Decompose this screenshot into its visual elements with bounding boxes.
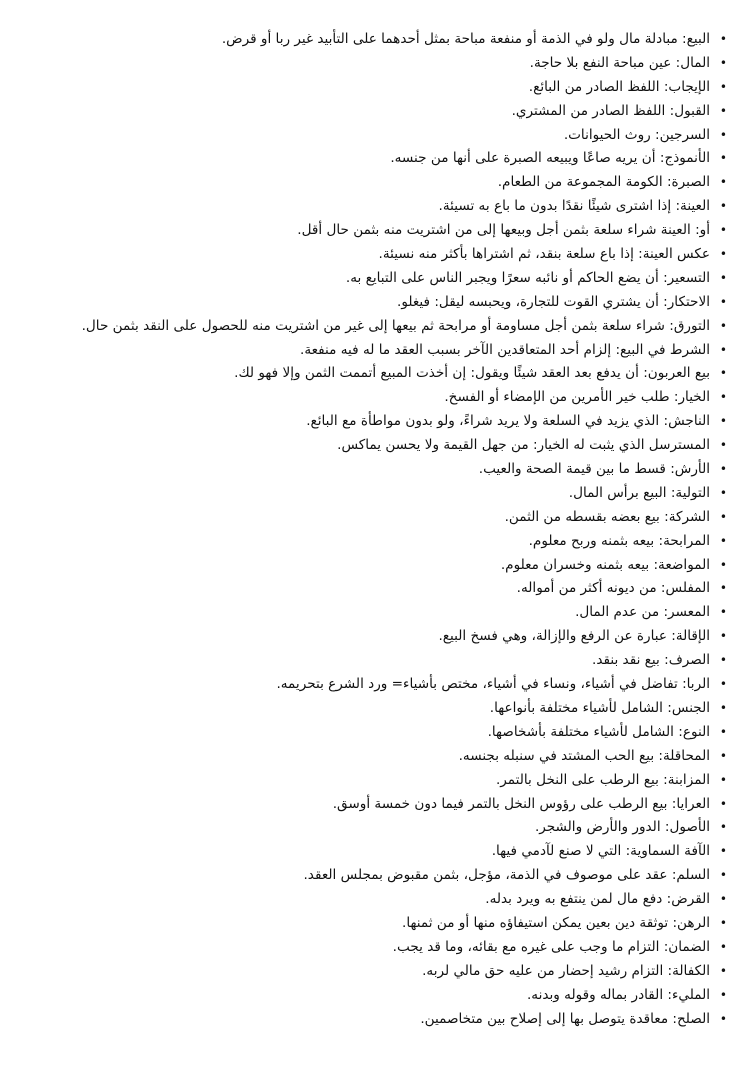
definition-text: الخيار: طلب خير الأمرين من الإمضاء أو الفسخ. <box>444 389 710 406</box>
definition-item <box>14 936 727 960</box>
definition-item <box>14 386 727 410</box>
bullet-icon: • <box>719 414 727 429</box>
definition-item <box>14 434 727 458</box>
definition-text: المليء: القادر بماله وقوله وبدنه. <box>526 986 710 1003</box>
definition-text: المعسر: من عدم المال. <box>575 604 710 621</box>
definition-item <box>14 195 727 219</box>
definition-item <box>14 912 727 936</box>
definition-item <box>14 291 727 315</box>
definition-text: الإقالة: عبارة عن الرفع والإزالة، وهي فسخ البيع. <box>438 628 710 645</box>
bullet-icon: • <box>719 223 727 238</box>
bullet-icon: • <box>719 963 727 978</box>
bullet-icon: • <box>719 677 727 692</box>
definition-item <box>14 315 727 339</box>
bullet-icon: • <box>719 175 727 190</box>
definition-item <box>14 219 727 243</box>
definition-text: البيع: مبادلة مال ولو في الذمة أو منفعة مباحة بمثل أحدهما على التأبيد غير ربا أو قرض. <box>221 31 710 47</box>
bullet-icon: • <box>719 629 727 644</box>
definition-item <box>14 243 727 267</box>
bullet-icon: • <box>719 533 727 548</box>
definition-text: الإيجاب: اللفظ الصادر من البائع. <box>528 78 710 95</box>
definition-item <box>14 124 727 148</box>
bullet-icon: • <box>719 820 727 835</box>
bullet-icon: • <box>719 700 727 715</box>
bullet-icon: • <box>719 557 727 572</box>
bullet-icon: • <box>719 79 727 94</box>
definition-text: الجنس: الشامل لأشياء مختلفة بأنواعها. <box>489 699 710 716</box>
definition-item <box>14 171 727 195</box>
definition-item <box>14 506 727 530</box>
definition-text: التسعير: أن يضع الحاكم أو نائبه سعرًا ويجبر الناس على التبايع به. <box>345 269 710 286</box>
definition-text: الربا: تفاضل في أشياء، ونساء في أشياء، مختص بأشياء= ورد الشرع بتحريمه. <box>276 676 710 693</box>
definition-item <box>14 577 727 601</box>
definition-text: المحاقلة: بيع الحب المشتد في سنبله بجنسه. <box>458 747 710 764</box>
definition-item <box>14 458 727 482</box>
definition-item <box>14 864 727 888</box>
definition-item <box>14 554 727 578</box>
bullet-icon: • <box>719 605 727 620</box>
bullet-icon: • <box>719 270 727 285</box>
definition-text: عكس العينة: إذا باع سلعة بنقد، ثم اشتراها بأكثر منه نسيئة. <box>378 246 710 263</box>
definitions-list <box>0 28 750 1031</box>
bullet-icon: • <box>719 509 727 524</box>
definition-text: التولية: البيع برأس المال. <box>568 484 710 501</box>
definition-item <box>14 625 727 649</box>
definition-text: المزابنة: بيع الرطب على النخل بالتمر. <box>495 771 710 788</box>
bullet-icon: • <box>719 939 727 954</box>
definition-item <box>14 1008 727 1032</box>
definition-item <box>14 745 727 769</box>
definition-item <box>14 28 727 52</box>
definition-text: الرهن: توثقة دين بعين يمكن استيفاؤه منها أو من ثمنها. <box>402 914 710 931</box>
bullet-icon: • <box>719 342 727 357</box>
bullet-icon: • <box>719 892 727 907</box>
definition-text: العينة: إذا اشترى شيئًا نقدًا بدون ما باع به تسيئة. <box>438 198 710 215</box>
definition-item <box>14 52 727 76</box>
bullet-icon: • <box>719 915 727 930</box>
definition-text: المفلس: من ديونه أكثر من أمواله. <box>516 580 710 597</box>
definition-item <box>14 649 727 673</box>
definition-text: القبول: اللفظ الصادر من المشتري. <box>511 102 710 119</box>
definition-text: الناجش: الذي يزيد في السلعة ولا يريد شراءً، ولو بدون مواطأة مع البائع. <box>306 413 710 430</box>
bullet-icon: • <box>719 366 727 381</box>
bullet-icon: • <box>719 438 727 453</box>
bullet-icon: • <box>719 127 727 142</box>
bullet-icon: • <box>719 247 727 262</box>
definition-text: الاحتكار: أن يشتري القوت للتجارة، ويحبسه ليقل: فيغلو. <box>397 293 710 310</box>
definition-text: الصرف: بيع نقد بنقد. <box>592 652 710 669</box>
bullet-icon: • <box>719 748 727 763</box>
definition-text: النوع: الشامل لأشياء مختلفة بأشخاصها. <box>487 723 710 740</box>
definition-item <box>14 721 727 745</box>
definition-text: المرابحة: بيعه بثمنه وربح معلوم. <box>528 532 710 549</box>
definition-text: المال: عين مباحة النفع بلا حاجة. <box>529 54 710 71</box>
bullet-icon: • <box>719 844 727 859</box>
definition-text: الشرط في البيع: إلزام أحد المتعاقدين الآخر بسبب العقد ما له فيه منفعة. <box>300 341 710 358</box>
definition-item <box>14 793 727 817</box>
bullet-icon: • <box>719 318 727 333</box>
bullet-icon: • <box>719 1011 727 1026</box>
bullet-icon: • <box>719 987 727 1002</box>
bullet-icon: • <box>719 581 727 596</box>
bullet-icon: • <box>719 868 727 883</box>
definition-text: السلم: عقد على موصوف في الذمة، مؤجل، بثمن مقبوض بمجلس العقد. <box>303 867 710 884</box>
definition-text: الضمان: التزام ما وجب على غيره مع بقائه، وما قد يجب. <box>392 938 710 955</box>
definition-text: المسترسل الذي يثبت له الخيار: من جهل القيمة ولا يحسن يماكس. <box>337 437 710 454</box>
definition-text: أو: العينة شراء سلعة بثمن أجل وبيعها إلى من اشتريت منه بثمن حال أقل. <box>297 222 710 239</box>
bullet-icon: • <box>719 55 727 70</box>
bullet-icon: • <box>719 462 727 477</box>
definition-item <box>14 697 727 721</box>
definition-item <box>14 482 727 506</box>
definition-item <box>14 100 727 124</box>
bullet-icon: • <box>719 151 727 166</box>
bullet-icon: • <box>719 796 727 811</box>
definition-item <box>14 673 727 697</box>
bullet-icon: • <box>719 485 727 500</box>
bullet-icon: • <box>719 32 727 46</box>
definition-text: الصبرة: الكومة المجموعة من الطعام. <box>497 174 710 191</box>
bullet-icon: • <box>719 390 727 405</box>
definition-item <box>14 76 727 100</box>
definition-item <box>14 147 727 171</box>
bullet-icon: • <box>719 199 727 214</box>
bullet-icon: • <box>719 724 727 739</box>
definition-text: الأرش: قسط ما بين قيمة الصحة والعيب. <box>478 461 710 478</box>
definition-item <box>14 960 727 984</box>
bullet-icon: • <box>719 103 727 118</box>
definition-item <box>14 984 727 1008</box>
definition-text: بيع العربون: أن يدفع بعد العقد شيئًا ويقول: إن أخذت المبيع أتممت الثمن وإلا فهو لك. <box>234 365 710 382</box>
definition-item <box>14 840 727 864</box>
definition-item <box>14 362 727 386</box>
definition-item <box>14 339 727 363</box>
definition-text: المواضعة: بيعه بثمنه وخسران معلوم. <box>500 556 710 573</box>
definition-item <box>14 530 727 554</box>
definition-text: السرجين: روث الحيوانات. <box>563 126 710 143</box>
definition-item <box>14 601 727 625</box>
bullet-icon: • <box>719 772 727 787</box>
definition-text: الصلح: معاقدة يتوصل بها إلى إصلاح بين متخاصمين. <box>420 1010 710 1027</box>
definition-text: الأصول: الدور والأرض والشجر. <box>534 819 710 836</box>
definition-text: الآفة السماوية: التي لا صنع لآدمي فيها. <box>491 843 710 860</box>
definition-text: التورق: شراء سلعة بثمن أجل مساومة أو مرابحة ثم بيعها إلى غير من اشتريت منه للحصول على النقد بثمن حال. <box>81 317 710 334</box>
definition-item <box>14 816 727 840</box>
definition-text: الأنموذج: أن يريه صاعًا ويبيعه الصبرة على أنها من جنسه. <box>390 150 710 167</box>
definition-text: العرايا: بيع الرطب على رؤوس النخل بالتمر فيما دون خمسة أوسق. <box>332 795 710 812</box>
definition-item <box>14 769 727 793</box>
definition-item <box>14 410 727 434</box>
definition-item <box>14 888 727 912</box>
definition-item <box>14 267 727 291</box>
definition-text: الكفالة: التزام رشيد إحضار من عليه حق مالي لربه. <box>422 962 710 979</box>
bullet-icon: • <box>719 294 727 309</box>
definition-text: القرض: دفع مال لمن ينتفع به ويرد بدله. <box>485 891 710 908</box>
bullet-icon: • <box>719 653 727 668</box>
definition-text: الشركة: بيع بعضه بقسطه من الثمن. <box>504 508 710 525</box>
